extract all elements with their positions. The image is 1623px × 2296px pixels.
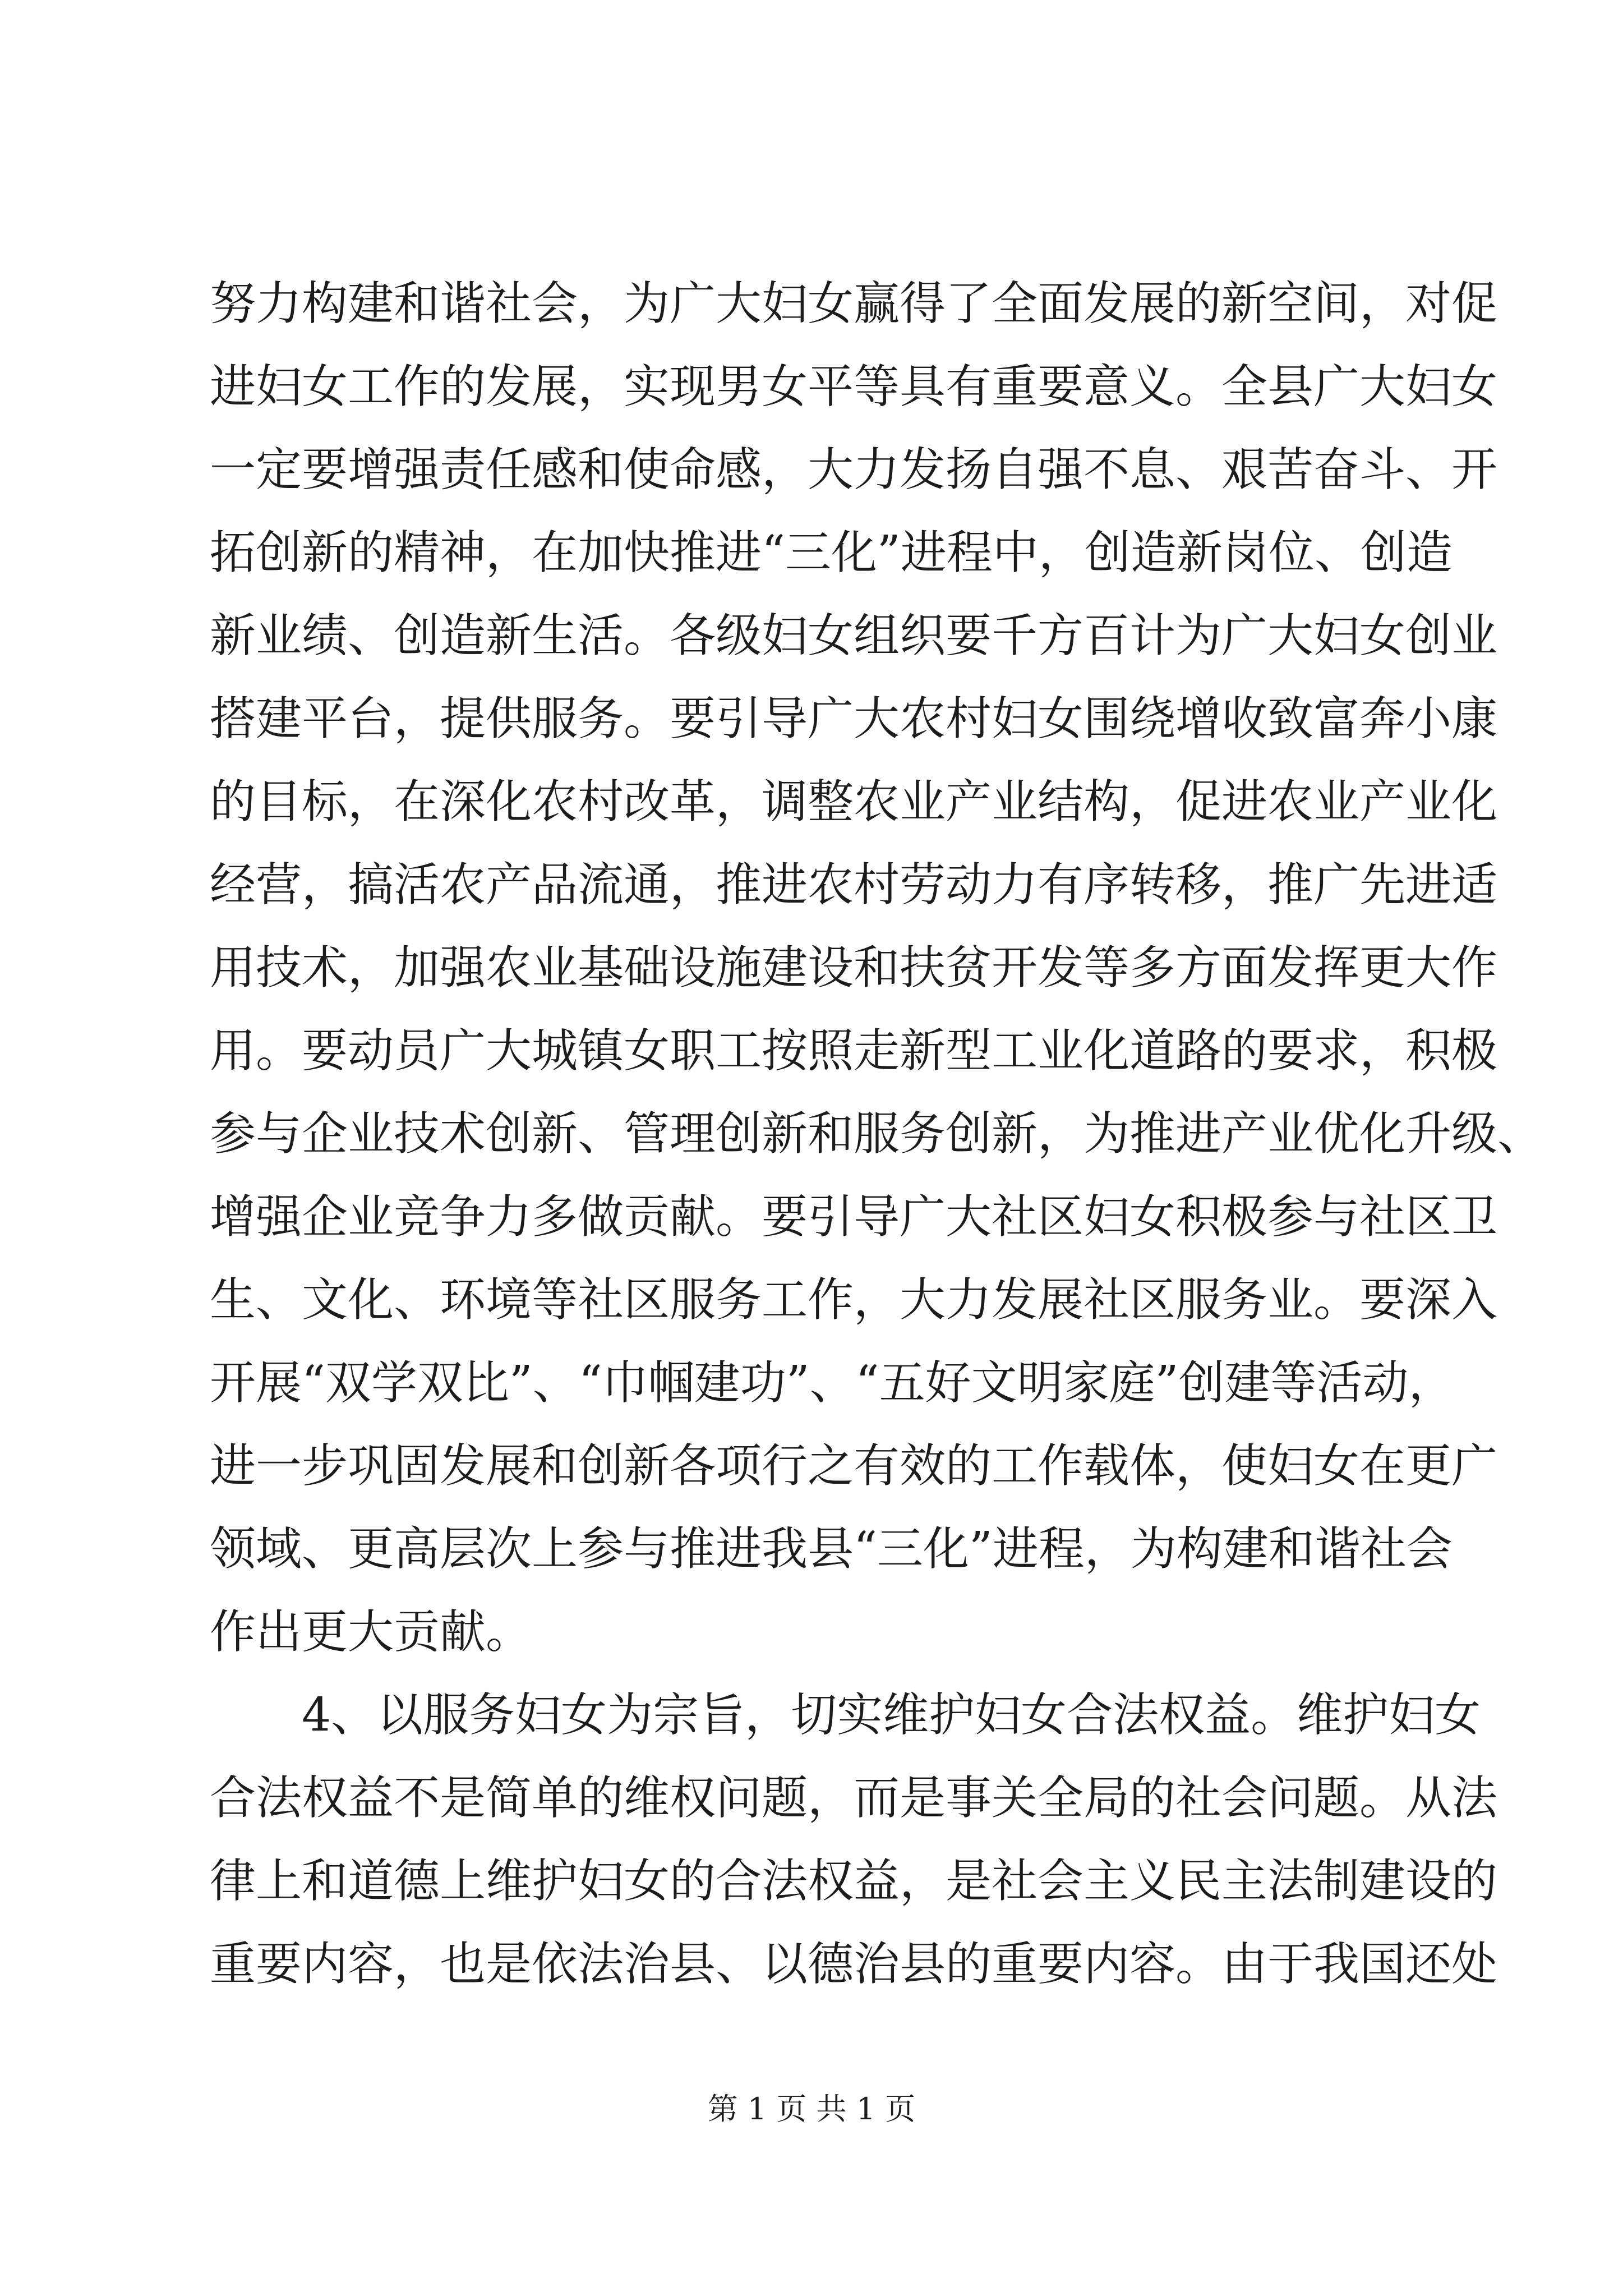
text-line: 进一步巩固发展和创新各项行之有效的工作载体，使妇女在更广 xyxy=(210,1439,1498,1493)
text-line: 用技术，加强农业基础设施建设和扶贫开发等多方面发挥更大作 xyxy=(210,941,1498,995)
text-line: 一定要增强责任感和使命感，大力发扬自强不息、艰苦奋斗、开 xyxy=(210,443,1498,496)
text-line: 领域、更高层次上参与推进我县“三化”进程，为构建和谐社会 xyxy=(210,1522,1453,1576)
text-line: 重要内容，也是依法治县、以德治县的重要内容。由于我国还处 xyxy=(210,1938,1498,1991)
text-line: 搭建平台，提供服务。要引导广大农村妇女围绕增收致富奔小康 xyxy=(210,692,1498,746)
text-line: 合法权益不是简单的维权问题，而是事关全局的社会问题。从法 xyxy=(210,1772,1498,1825)
text-line: 的目标，在深化农村改革，调整农业产业结构，促进农业产业化 xyxy=(210,775,1498,829)
text-line: 作出更大贡献。 xyxy=(210,1605,532,1659)
text-line: 律上和道德上维护妇女的合法权益，是社会主义民主法制建设的 xyxy=(210,1855,1498,1908)
text-line: 进妇女工作的发展，实现男女平等具有重要意义。全县广大妇女 xyxy=(210,360,1498,413)
body-text xyxy=(210,263,1544,2006)
text-line: 用。要动员广大城镇女职工按照走新型工业化道路的要求，积极 xyxy=(210,1024,1498,1078)
text-line: 开展“双学双比”、“巾帼建功”、“五好文明家庭”创建等活动， xyxy=(210,1356,1455,1410)
text-line: 拓创新的精神，在加快推进“三化”进程中，创造新岗位、创造 xyxy=(210,526,1453,579)
text-line: 生、文化、环境等社区服务工作，大力发展社区服务业。要深入 xyxy=(210,1273,1498,1327)
text-line: 努力构建和谐社会，为广大妇女赢得了全面发展的新空间，对促 xyxy=(210,277,1498,330)
page-footer: 第 1 页 共 1 页 xyxy=(707,2091,916,2127)
paragraph-start-line: 4、以服务妇女为宗旨，切实维护妇女合法权益。维护妇女 xyxy=(302,1688,1481,1742)
text-line: 经营，搞活农产品流通，推进农村劳动力有序转移，推广先进适 xyxy=(210,858,1498,912)
text-line: 新业绩、创造新生活。各级妇女组织要千方百计为广大妇女创业 xyxy=(210,609,1498,662)
text-line: 增强企业竞争力多做贡献。要引导广大社区妇女积极参与社区卫 xyxy=(210,1190,1498,1244)
text-line: 参与企业技术创新、管理创新和服务创新，为推进产业优化升级、 xyxy=(210,1107,1544,1161)
